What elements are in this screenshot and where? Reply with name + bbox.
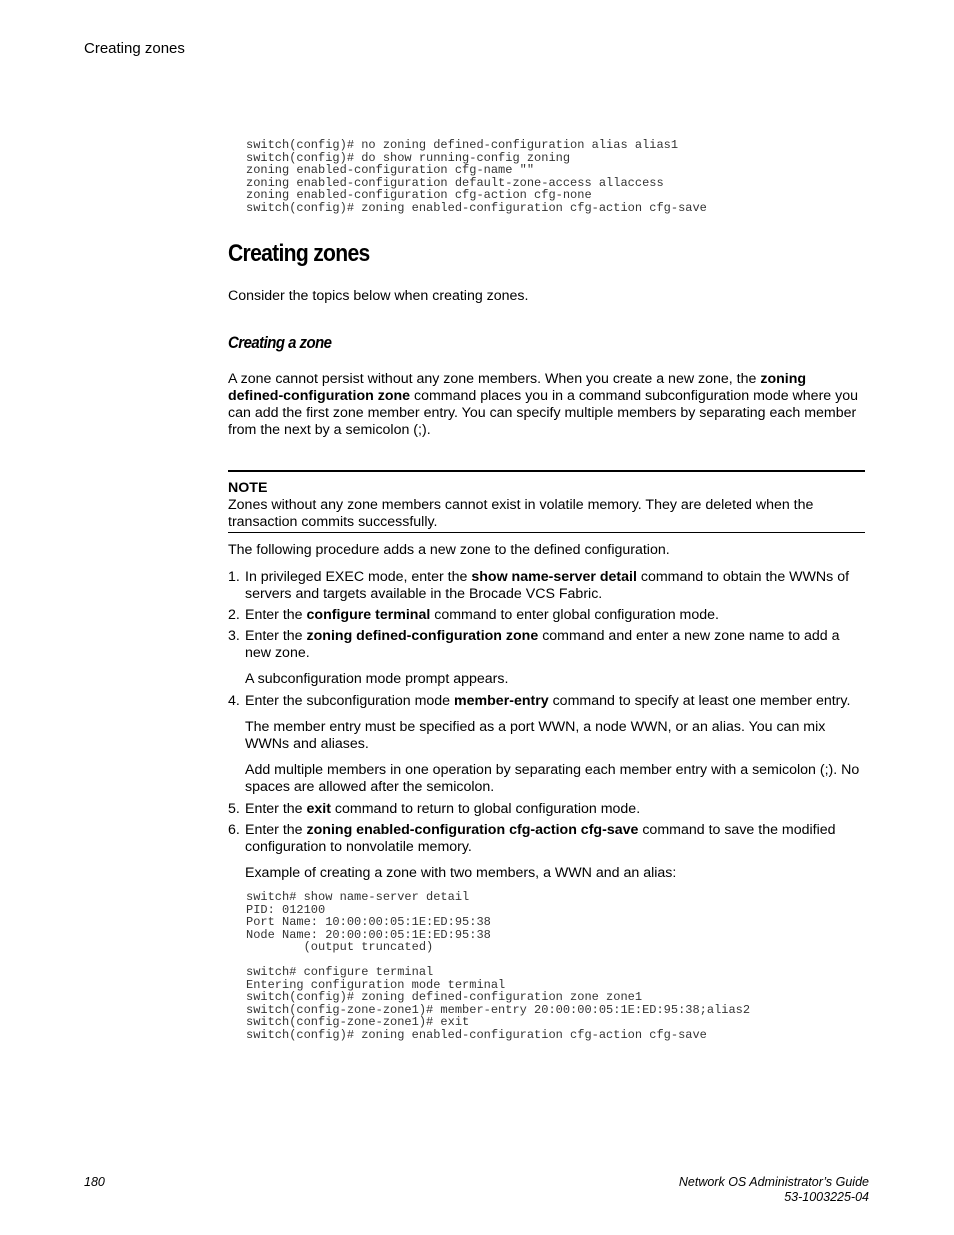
note-text: Zones without any zone members cannot exist in volatile memory. They are deleted when the transaction commits successfully. bbox=[228, 497, 814, 530]
step-text bbox=[245, 607, 865, 624]
step-text bbox=[245, 801, 865, 818]
section-title: Creating zones bbox=[228, 240, 370, 267]
step-text bbox=[245, 693, 865, 710]
step-command: exit bbox=[306, 801, 331, 817]
para-text: command places you in a command subconfiguration mode where you can add the first zone member entry. You can specify multiple members by separating each member from the next by a semicolon (;). bbox=[228, 388, 859, 438]
procedure-intro: The following procedure adds a new zone to the defined configuration. bbox=[228, 542, 670, 558]
step4-note-1: The member entry must be specified as a port WWN, a node WWN, or an alias. You can mix WWNs and aliases. bbox=[245, 719, 826, 752]
subsection-title: Creating a zone bbox=[228, 333, 332, 352]
step-text-part: In privileged EXEC mode, enter the bbox=[245, 569, 472, 585]
step-number: 1. bbox=[228, 569, 240, 585]
step-text bbox=[245, 569, 865, 603]
step-number: 3. bbox=[228, 628, 240, 644]
step-command: configure terminal bbox=[306, 607, 431, 623]
step-text-part: Enter the bbox=[245, 628, 307, 644]
step3-note: A subconfiguration mode prompt appears. bbox=[245, 671, 509, 687]
code-block-example: switch# show name-server detail PID: 012100 Port Name: 10:00:00:05:1E:ED:95:38 Node Name: 20:00:00:05:1E:ED:95:38 (output truncated) switch# configure terminal Entering configuration mode terminal switch(config)# zoning defined-configuration zone zone1 switch(config-zone-zone1)# member-entry 20:00:00:05:1E:ED:95:38;alias2 switch(config-zone-zone1)# exit switch(config)# zoning enabled-configuration cfg-action cfg-save bbox=[246, 890, 751, 1042]
step-number: 6. bbox=[228, 822, 240, 838]
step-text-part: command to return to global configuration mode. bbox=[330, 801, 641, 817]
step-text-part: command and enter a new zone name to add a new zone. bbox=[245, 628, 840, 661]
step6-note: Example of creating a zone with two members, a WWN and an alias: bbox=[245, 865, 677, 881]
step-text-part: Enter the bbox=[245, 822, 307, 838]
step-text-part: Enter the bbox=[245, 801, 307, 817]
note-label: NOTE bbox=[228, 480, 268, 496]
step-text-part: command to enter global configuration mode. bbox=[430, 607, 719, 623]
step-command: zoning enabled-configuration cfg-action cfg-save bbox=[306, 822, 639, 838]
code-block-top: switch(config)# no zoning defined-configuration alias alias1 switch(config)# do show running-config zoning zoning enabled-configuration cfg-name "" zoning enabled-configuration default-zone-access allaccess zoning enabled-configuration cfg-action cfg-none switch(config)# zoning enabled-configuration cfg-action cfg-save bbox=[246, 138, 707, 215]
step-text-part: Enter the subconfiguration mode bbox=[245, 693, 455, 709]
section-intro: Consider the topics below when creating zones. bbox=[228, 288, 529, 304]
page-number: 180 bbox=[84, 1175, 105, 1189]
step-command: zoning defined-configuration zone bbox=[306, 628, 539, 644]
step-text-part: Enter the bbox=[245, 607, 307, 623]
step4-note-2: Add multiple members in one operation by separating each member entry with a semicolon (;). No spaces are allowed after the semicolon. bbox=[245, 762, 860, 795]
para-text: A zone cannot persist without any zone members. When you create a new zone, the bbox=[228, 371, 761, 387]
subsection-paragraph bbox=[228, 371, 865, 439]
note-bottom-rule bbox=[228, 532, 865, 533]
running-header: Creating zones bbox=[84, 40, 185, 57]
step-number: 4. bbox=[228, 693, 240, 709]
step-text-part: command to specify at least one member entry. bbox=[548, 693, 851, 709]
footer-doc-number: 53-1003225-04 bbox=[784, 1190, 869, 1204]
step-command: member-entry bbox=[454, 693, 549, 709]
note-top-rule bbox=[228, 470, 865, 472]
step-text bbox=[245, 628, 865, 662]
footer-guide-title: Network OS Administrator’s Guide bbox=[678, 1175, 869, 1189]
step-text-part: command to save the modified configuration to nonvolatile memory. bbox=[245, 822, 836, 855]
para-command: zoning defined-configuration zone bbox=[228, 371, 807, 404]
step-text bbox=[245, 822, 865, 856]
step-number: 5. bbox=[228, 801, 240, 817]
step-number: 2. bbox=[228, 607, 240, 623]
step-text-part: command to obtain the WWNs of servers and targets available in the Brocade VCS Fabric. bbox=[245, 569, 850, 602]
step-command: show name-server detail bbox=[471, 569, 637, 585]
